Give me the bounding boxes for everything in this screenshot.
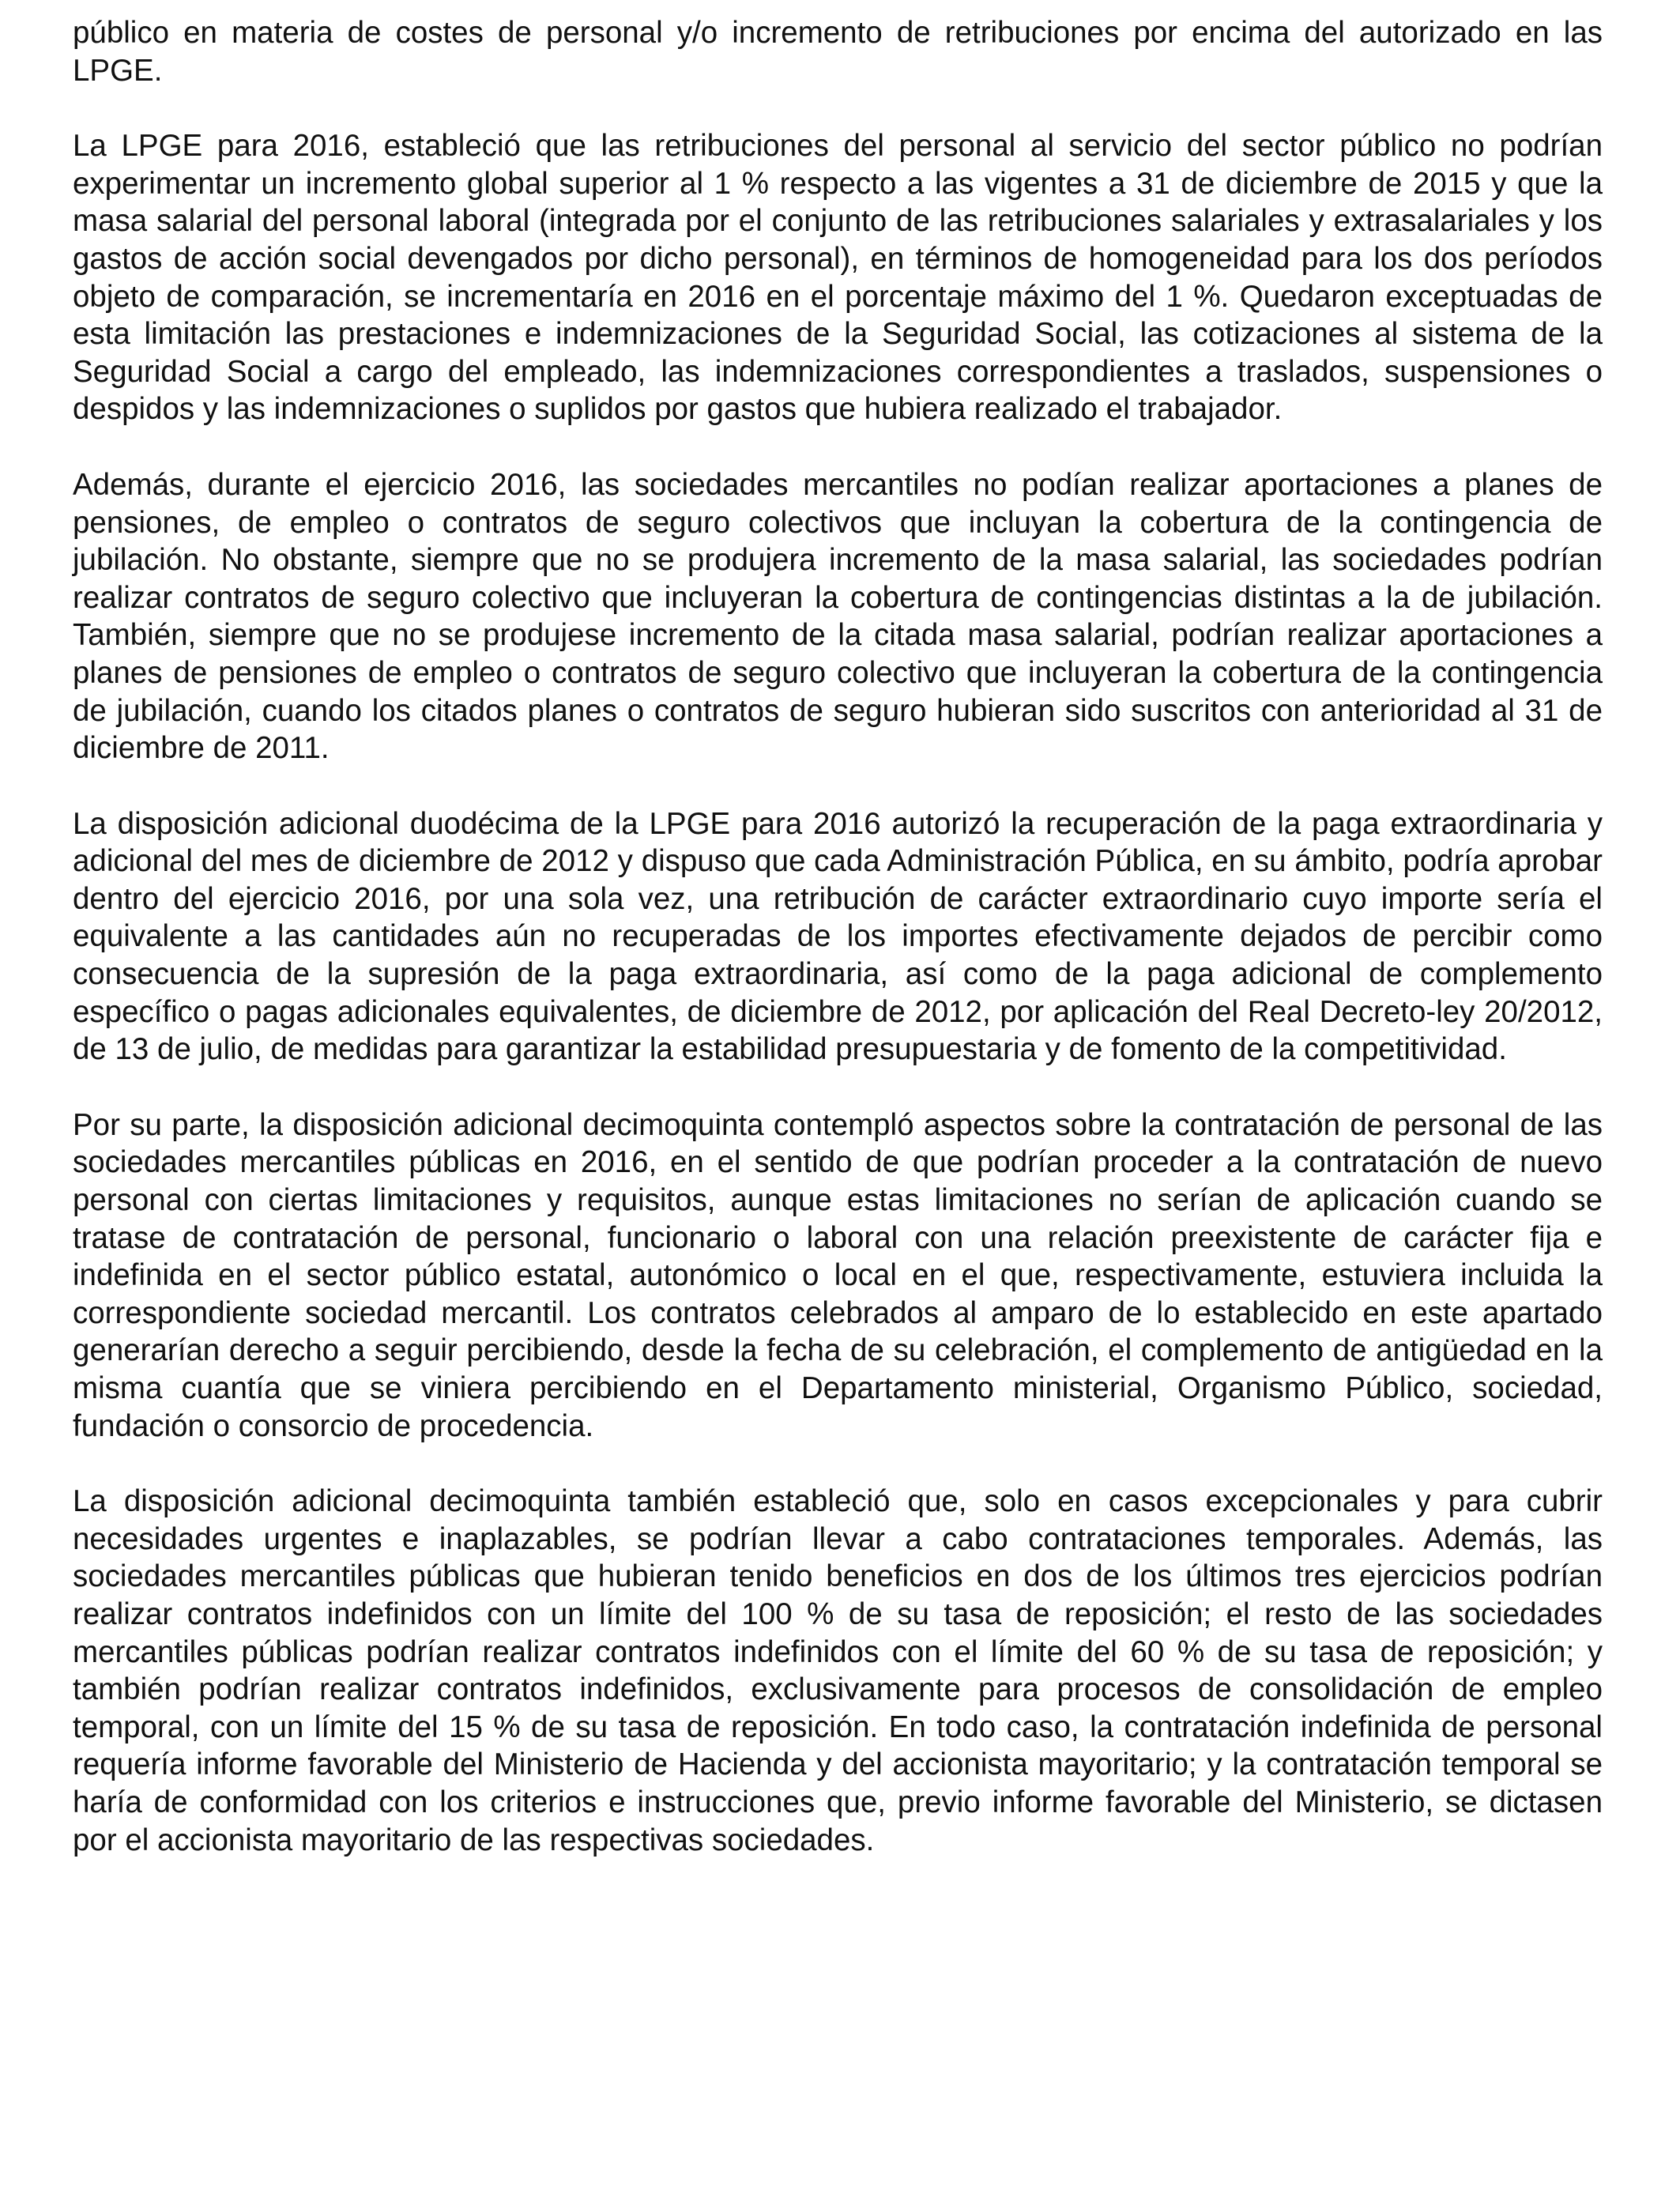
paragraph-3: Además, durante el ejercicio 2016, las sociedades mercantiles no podían realizar aportaciones a planes de pensiones, de empleo o contratos de seguro colectivos que incluyan la cobertura de la contingencia de jubilación. No obstante, siempre que no se produjera incremento de la masa salarial, las sociedades podrían realizar contratos de seguro colectivo que incluyeran la cobertura de contingencias distintas a la de jubilación. También, siempre que no se produjese incremento de la citada masa salarial, podrían realizar aportaciones a planes de pensiones de empleo o contratos de seguro colectivo que incluyeran la cobertura de la contingencia de jubilación, cuando los citados planes o contratos de seguro hubieran sido suscritos con anterioridad al 31 de diciembre de 2011. [73,467,1603,766]
paragraph-6: La disposición adicional decimoquinta también estableció que, solo en casos excepcionales y para cubrir necesidades urgentes e inaplazables, se podrían llevar a cabo contrataciones temporales. Además, las sociedades mercantiles públicas que hubieran tenido beneficios en dos de los últimos tres ejercicios podrían realizar contratos indefinidos con un límite del 100 % de su tasa de reposición; el resto de las sociedades mercantiles públicas podrían realizar contratos indefinidos con el límite del 60 % de su tasa de reposición; y también podrían realizar contratos indefinidos, exclusivamente para procesos de consolidación de empleo temporal, con un límite del 15 % de su tasa de reposición. En todo caso, la contratación indefinida de personal requería informe favorable del Ministerio de Hacienda y del accionista mayoritario; y la contratación temporal se haría de conformidad con los criterios e instrucciones que, previo informe favorable del Ministerio, se dictasen por el accionista mayoritario de las respectivas sociedades. [73,1484,1603,1857]
paragraph-5: Por su parte, la disposición adicional decimoquinta contempló aspectos sobre la contratación de personal de las sociedades mercantiles públicas en 2016, en el sentido de que podrían proceder a la contratación de nuevo personal con ciertas limitaciones y requisitos, aunque estas limitaciones no serían de aplicación cuando se tratase de contratación de personal, funcionario o laboral con una relación preexistente de carácter fija e indefinida en el sector público estatal, autonómico o local en el que, respectivamente, estuviera incluida la correspondiente sociedad mercantil. Los contratos celebrados al amparo de lo establecido en este apartado generarían derecho a seguir percibiendo, desde la fecha de su celebración, el complemento de antigüedad en la misma cuantía que se viniera percibiendo en el Departamento ministerial, Organismo Público, sociedad, fundación o consorcio de procedencia. [73,1107,1603,1443]
paragraph-4: La disposición adicional duodécima de la LPGE para 2016 autorizó la recuperación de la paga extraordinaria y adicional del mes de diciembre de 2012 y dispuso que cada Administración Pública, en su ámbito, podría aprobar dentro del ejercicio 2016, por una sola vez, una retribución de carácter extraordinario cuyo importe sería el equivalente a las cantidades aún no recuperadas de los importes efectivamente dejados de percibir como consecuencia de la supresión de la paga extraordinaria, así como de la paga adicional de complemento específico o pagas adicionales equivalentes, de diciembre de 2012, por aplicación del Real Decreto-ley 20/2012, de 13 de julio, de medidas para garantizar la estabilidad presupuestaria y de fomento de la competitividad. [73,806,1603,1067]
document-page [73,14,1603,1859]
paragraph-2: La LPGE para 2016, estableció que las retribuciones del personal al servicio del sector público no podrían experimentar un incremento global superior al 1 % respecto a las vigentes a 31 de diciembre de 2015 y que la masa salarial del personal laboral (integrada por el conjunto de las retribuciones salariales y extrasalariales y los gastos de acción social devengados por dicho personal), en términos de homogeneidad para los dos períodos objeto de comparación, se incrementaría en 2016 en el porcentaje máximo del 1 %. Quedaron exceptuadas de esta limitación las prestaciones e indemnizaciones de la Seguridad Social, las cotizaciones al sistema de la Seguridad Social a cargo del empleado, las indemnizaciones correspondientes a traslados, suspensiones o despidos y las indemnizaciones o suplidos por gastos que hubiera realizado el trabajador. [73,129,1603,427]
paragraph-1: público en materia de costes de personal y/o incremento de retribuciones por encima del autorizado en las LPGE. [73,16,1603,88]
